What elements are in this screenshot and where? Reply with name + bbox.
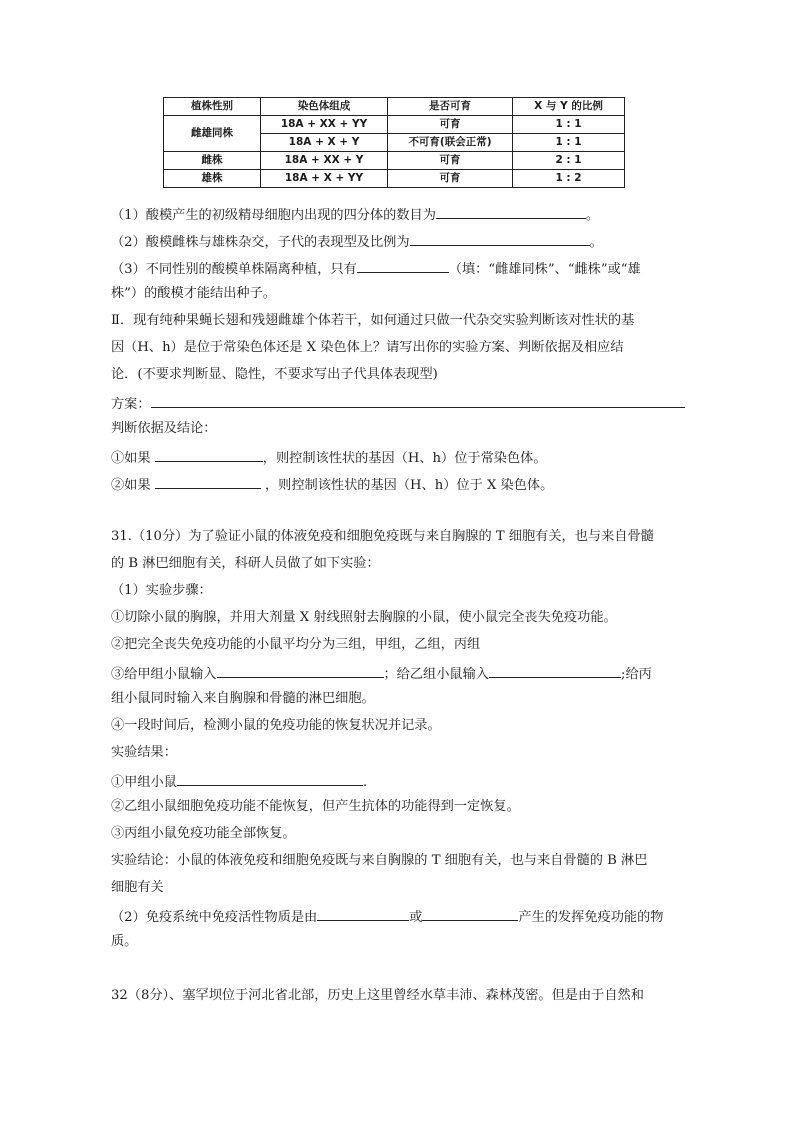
conclusion-line-1: 实验结论：小鼠的体液免疫和细胞免疫既与来自胸腺的 T 细胞有关，也与来自骨髓的 B 淋巴	[111, 853, 648, 868]
punct: 。	[589, 235, 603, 250]
step-2: ②把完全丧失免疫功能的小鼠平均分为三组，甲组，乙组，丙组	[111, 637, 481, 652]
table-cell-chrom: 18A + X + Y	[261, 134, 388, 152]
question-2	[111, 230, 603, 253]
step-4: ④一段时间后，检测小鼠的免疫功能的恢复状况并记录。	[111, 718, 441, 733]
question-3	[111, 257, 641, 280]
step-1: ①切除小鼠的胸腺，并用大剂量 X 射线照射去胸腺的小鼠，使小鼠完全丧失免疫功能。	[111, 610, 617, 625]
question-text: 或	[409, 910, 423, 925]
question-text: （2）酸模雌株与雄株杂交，子代的表现型及比例为	[111, 235, 410, 250]
answer-blank[interactable]	[410, 230, 590, 246]
table-cell-sex: 雌雄同株	[164, 116, 261, 152]
answer-blank[interactable]	[422, 905, 518, 921]
table-header-cell: X 与 Y 的比例	[513, 98, 625, 116]
table-row	[164, 170, 625, 188]
question-text: （3）不同性别的酸模单株隔离种植，只有	[111, 262, 357, 277]
answer-blank[interactable]	[317, 905, 409, 921]
answer-blank[interactable]	[489, 662, 621, 678]
question-text: （填：“雌雄同株”、“雌株”或“雄	[448, 262, 641, 277]
basis-label: 判断依据及结论：	[111, 421, 217, 436]
table-header-cell: 染色体组成	[261, 98, 388, 116]
table-cell-fertile: 可育	[388, 116, 513, 134]
table-cell-sex: 雌株	[164, 152, 261, 170]
table-cell-ratio: 1 : 1	[513, 134, 625, 152]
table-cell-chrom: 18A + XX + Y	[261, 152, 388, 170]
condition-text: ②如果	[111, 478, 151, 493]
table-header-row	[164, 98, 625, 116]
step-text: ；给乙组小鼠输入	[383, 667, 489, 682]
step-text: ;给丙	[621, 667, 652, 682]
plan-blank[interactable]	[151, 392, 685, 408]
punct: 。	[585, 208, 600, 223]
punct: .	[362, 775, 368, 790]
table-cell-chrom: 18A + X + YY	[261, 170, 388, 188]
table-cell-ratio: 2 : 1	[513, 152, 625, 170]
karyotype-table	[163, 97, 625, 188]
question-text: （2）免疫系统中免疫活性物质是由	[111, 910, 318, 925]
plan-label: 方案：	[111, 397, 151, 412]
question-31-line-1: 31.（10分）为了验证小鼠的体液免疫和细胞免疫既与来自胸腺的 T 细胞有关，也与来自骨髓	[111, 529, 654, 544]
question-3-cont: 株”）的酸模才能结出种子。	[111, 286, 276, 301]
steps-heading: （1）实验步骤：	[111, 583, 212, 598]
step-text: ③给甲组小鼠输入	[111, 667, 217, 682]
conclusion-text: ，则控制该性状的基因（H、h）位于常染色体。	[262, 451, 547, 466]
table-header-cell: 是否可育	[388, 98, 513, 116]
table-cell-fertile: 可育	[388, 170, 513, 188]
section-ii-line-3: 论．(不要求判断显、隐性，不要求写出子代具体表现型)	[111, 367, 438, 382]
result-heading: 实验结果：	[111, 745, 177, 760]
answer-blank[interactable]	[177, 770, 363, 786]
answer-blank[interactable]	[155, 446, 263, 462]
result-text: ①甲组小鼠	[111, 775, 177, 790]
step-3	[111, 662, 652, 685]
conclusion-1	[111, 446, 547, 469]
section-ii-line-2: 因（H、h）是位于常染色体还是 X 染色体上？请写出你的实验方案、判断依据及相应结	[111, 340, 624, 355]
answer-blank[interactable]	[217, 662, 384, 678]
table-cell-fertile: 可育	[388, 152, 513, 170]
section-ii-line-1: Ⅱ．现有纯种果蝇长翅和残翅雌雄个体若干，如何通过只做一代杂交实验判断该对性状的基	[111, 313, 635, 328]
table-cell-sex: 雄株	[164, 170, 261, 188]
question-31-line-2: 的 B 淋巴细胞有关，科研人员做了如下实验：	[111, 556, 380, 571]
question-1	[111, 203, 599, 226]
table-row	[164, 152, 625, 170]
question-31-2-cont: 质。	[111, 934, 138, 949]
table-cell-ratio: 1 : 2	[513, 170, 625, 188]
answer-blank[interactable]	[436, 203, 586, 219]
table-cell-fertile: 不可育(联会正常)	[388, 134, 513, 152]
table-cell-chrom: 18A + XX + YY	[261, 116, 388, 134]
conclusion-line-2: 细胞有关	[111, 880, 164, 895]
plan-line	[111, 392, 685, 415]
result-2: ②乙组小鼠细胞免疫功能不能恢复，但产生抗体的功能得到一定恢复。	[111, 799, 520, 814]
table-row	[164, 116, 625, 134]
question-31-2	[111, 905, 663, 928]
answer-blank[interactable]	[357, 257, 449, 273]
question-32-line-1: 32（8分）、塞罕坝位于河北省北部，历史上这里曾经水草丰沛、森林茂密。但是由于自然和	[111, 988, 644, 1003]
table-header-cell: 植株性别	[164, 98, 261, 116]
result-1	[111, 770, 367, 793]
step-3-cont: 组小鼠同时输入来自胸腺和骨髓的淋巴细胞。	[111, 691, 375, 706]
answer-blank[interactable]	[155, 473, 261, 489]
condition-text: ①如果	[111, 451, 151, 466]
conclusion-text: ，则控制该性状的基因（H、h）位于 X 染色体。	[264, 478, 554, 493]
result-3: ③丙组小鼠免疫功能全部恢复。	[111, 826, 296, 841]
conclusion-2	[111, 473, 553, 496]
question-text: 产生的发挥免疫功能的物	[518, 910, 664, 925]
question-text: （1）酸模产生的初级精母细胞内出现的四分体的数目为	[111, 208, 436, 223]
table-cell-ratio: 1 : 1	[513, 116, 625, 134]
